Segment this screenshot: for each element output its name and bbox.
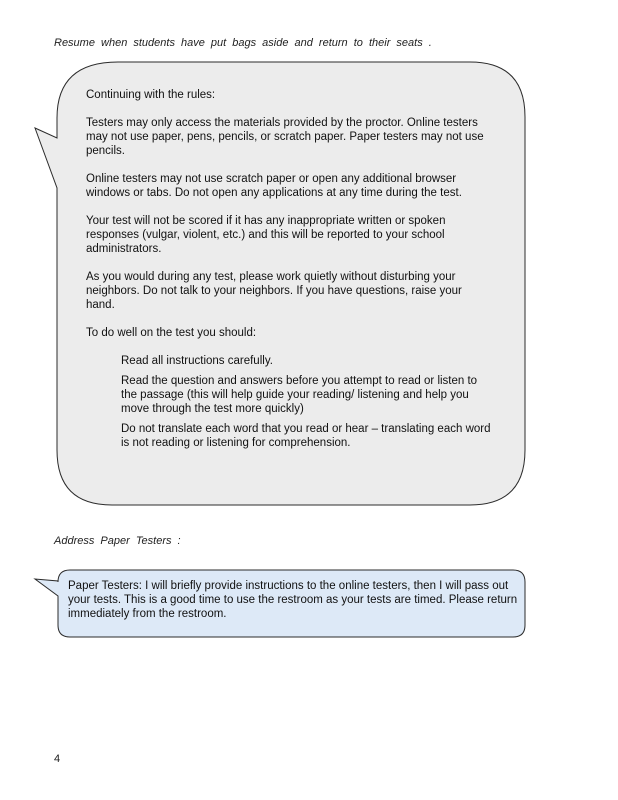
rule-paragraph: Your test will not be scored if it has any inappropriate written or spoken responses (vulgar, violent, etc.) and this will be reported to your school administrators. bbox=[86, 215, 446, 255]
rule-paragraph: As you would during any test, please work quietly without disturbing your neighbors. Do not talk to your neighbors. If you have questions, raise your hand. bbox=[86, 271, 462, 311]
address-instruction: Address Paper Testers : bbox=[54, 535, 181, 547]
list-item bbox=[86, 422, 491, 450]
paper-bubble-content bbox=[68, 579, 518, 621]
rule-paragraph: Testers may only access the materials provided by the proctor. Online testers may not use paper, pens, pencils, or scratch paper. Paper testers may not use pencils. bbox=[86, 117, 484, 157]
tip-text: Read all instructions carefully. bbox=[121, 355, 273, 367]
tip-text: Read the question and answers before you attempt to read or listen to the passage (this will help guide your reading/ listening and help you move through the test more quickly) bbox=[121, 375, 478, 415]
rules-heading: Continuing with the rules: bbox=[86, 89, 216, 101]
paper-testers-text: Paper Testers: I will briefly provide instructions to the online testers, then I will pass out your tests. This is a good time to use the restroom as your tests are timed. Please return immediately from the restroom. bbox=[68, 580, 518, 620]
list-item bbox=[86, 354, 491, 368]
list-item bbox=[86, 374, 491, 416]
rule-paragraph: Online testers may not use scratch paper or open any additional browser windows or tabs. Do not open any applications at any time during the test. bbox=[86, 173, 462, 199]
resume-instruction: Resume when students have put bags aside and return to their seats . bbox=[54, 37, 432, 49]
tip-text: Do not translate each word that you read or hear – translating each word is not reading or listening for comprehension. bbox=[121, 423, 491, 449]
tips-list bbox=[86, 354, 491, 450]
tips-intro: To do well on the test you should: bbox=[86, 327, 257, 339]
main-bubble-content bbox=[86, 88, 491, 456]
page-number: 4 bbox=[54, 753, 61, 765]
